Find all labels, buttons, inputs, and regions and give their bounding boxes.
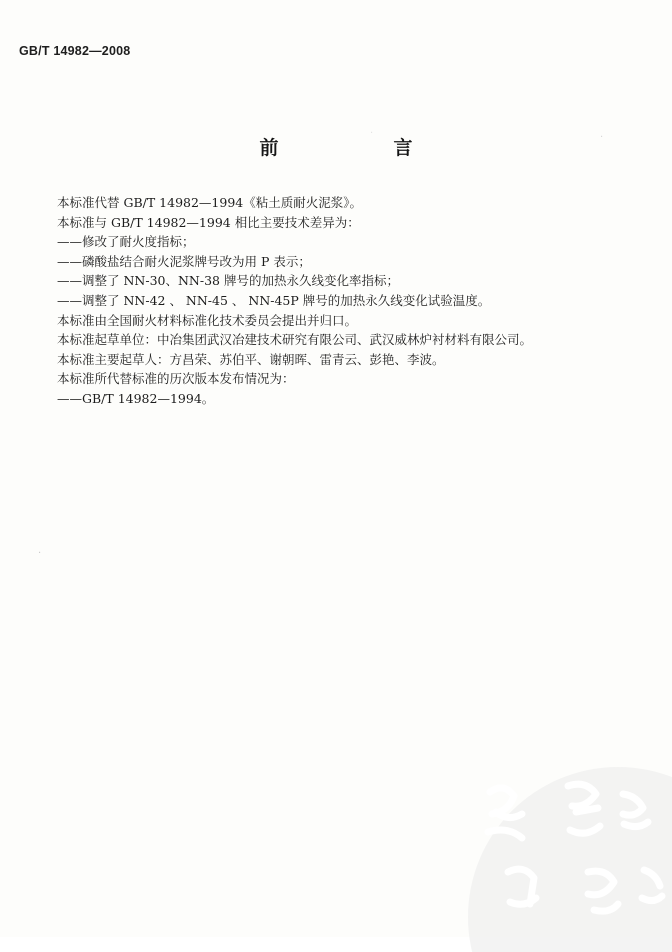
paragraph-line: 本标准与 GB/T 14982—1994 相比主要技术差异为： [57,214,360,230]
list-item: ——修改了耐火度指标； [57,234,195,250]
paragraph-line: 本标准主要起草人：方昌荣、苏伯平、谢朝晖、雷青云、彭艳、李波。 [57,351,445,367]
paragraph-line: 本标准由全国耐火材料标准化技术委员会提出并归口。 [57,312,358,328]
scan-artifact: · [600,132,604,143]
paragraph-line: 本标准所代替标准的历次版本发布情况为： [57,371,295,387]
foreword-body [57,193,657,409]
scan-artifact: · [370,128,374,139]
scan-artifact: · [38,548,42,559]
list-item: ——调整了 NN-42 、 NN-45 、 NN-45P 牌号的加热永久线变化试验温度。 [57,292,491,308]
seal-icon [448,752,672,952]
list-item: ——调整了 NN-30、NN-38 牌号的加热永久线变化率指标； [57,273,399,289]
standard-number-header: GB/T 14982—2008 [19,44,131,58]
paragraph-line: 本标准起草单位：中冶集团武汉冶建技术研究有限公司、武汉威林炉衬材料有限公司。 [57,332,533,348]
list-item: ——GB/T 14982—1994。 [57,390,215,406]
list-item: ——磷酸盐结合耐火泥浆牌号改为用 P 表示； [57,253,311,269]
paragraph-line: 本标准代替 GB/T 14982—1994《粘土质耐火泥浆》。 [57,195,362,210]
watermark-seal [448,752,672,952]
page-title: 前 言 [259,137,461,159]
